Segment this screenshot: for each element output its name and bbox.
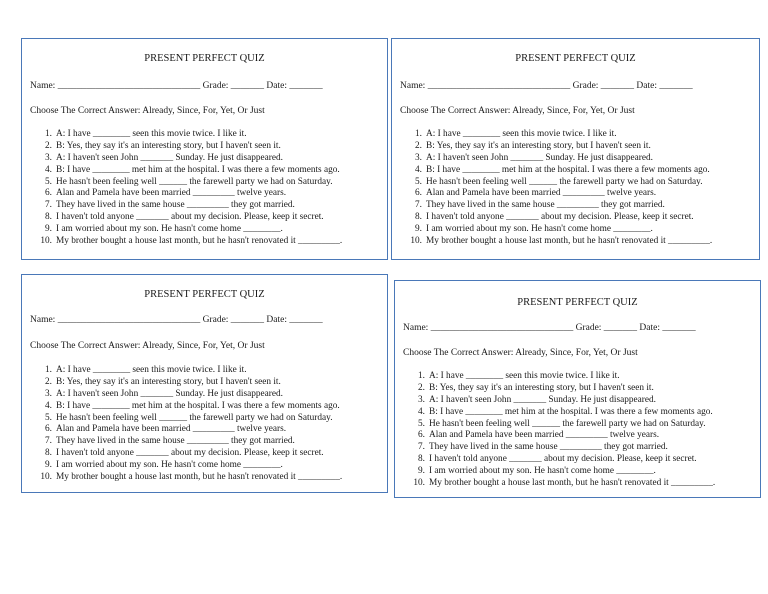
question-text: He hasn't been feeling well ______ the farewell party we had on Saturday. [429,418,706,429]
question-item [402,224,712,236]
quiz-title: PRESENT PERFECT QUIZ [517,297,638,308]
question-text: He hasn't been feeling well ______ the farewell party we had on Saturday. [56,412,333,423]
question-number: 9. [418,466,425,477]
question-text: A: I haven't seen John _______ Sunday. He just disappeared. [56,152,283,163]
name-grade-date-line: Name: ______________________________ Grade: _______ Date: _______ [30,315,323,325]
question-text: Alan and Pamela have been married _________ twelve years. [56,188,287,199]
question-item [32,424,342,436]
question-number: 9. [45,460,52,471]
question-text: They have lived in the same house _________ they got married. [429,442,668,453]
question-item [402,200,712,212]
question-number: 2. [415,140,422,151]
question-item [405,395,715,407]
question-text: They have lived in the same house _________ they got married. [426,200,665,211]
quiz-title: PRESENT PERFECT QUIZ [144,289,265,300]
question-number: 5. [45,176,52,187]
question-item [32,177,342,189]
question-number: 1. [418,371,425,381]
question-item [405,407,715,419]
question-number: 6. [45,424,52,435]
question-number: 3. [45,152,52,163]
question-text: B: Yes, they say it's an interesting story, but I haven't seen it. [429,382,654,393]
question-list [405,371,715,490]
question-number: 8. [45,448,52,459]
question-item [32,401,342,413]
question-text: A: I haven't seen John _______ Sunday. He just disappeared. [429,394,656,405]
question-text: Alan and Pamela have been married _________ twelve years. [56,424,287,435]
question-number: 8. [418,454,425,465]
question-item [32,436,342,448]
question-item [32,448,342,460]
question-text: I haven't told anyone _______ about my decision. Please, keep it secret. [56,212,324,223]
question-text: My brother bought a house last month, but he hasn't renovated it _________. [56,236,343,247]
question-text: Alan and Pamela have been married _________ twelve years. [429,430,660,441]
question-item [405,383,715,395]
question-text: B: Yes, they say it's an interesting story, but I haven't seen it. [426,140,651,151]
question-number: 4. [415,164,422,175]
question-item [32,389,342,401]
question-text: B: I have ________ met him at the hospital. I was there a few moments ago. [426,164,710,175]
question-text: My brother bought a house last month, but he hasn't renovated it _________. [56,472,343,483]
question-number: 4. [45,164,52,175]
question-number: 3. [45,388,52,399]
question-text: He hasn't been feeling well ______ the farewell party we had on Saturday. [426,176,703,187]
question-text: B: I have ________ met him at the hospital. I was there a few moments ago. [56,400,340,411]
question-number: 3. [415,152,422,163]
question-number: 1. [45,365,52,375]
question-item [402,188,712,200]
question-text: I haven't told anyone _______ about my decision. Please, keep it secret. [426,212,694,223]
question-number: 10. [40,236,52,247]
question-text: My brother bought a house last month, but he hasn't renovated it _________. [429,478,716,489]
name-grade-date-line: Name: ______________________________ Grade: _______ Date: _______ [30,81,323,91]
question-number: 2. [45,140,52,151]
quiz-card-bottom-left [21,274,388,493]
name-grade-date-line: Name: ______________________________ Grade: _______ Date: _______ [403,323,696,333]
question-text: They have lived in the same house _________ they got married. [56,436,295,447]
question-item [32,413,342,425]
question-text: They have lived in the same house _________ they got married. [56,200,295,211]
question-text: A: I have ________ seen this movie twice. I like it. [426,129,617,139]
question-text: I haven't told anyone _______ about my decision. Please, keep it secret. [56,448,324,459]
question-number: 6. [415,188,422,199]
question-item [402,236,712,248]
question-list [402,129,712,248]
question-number: 2. [45,376,52,387]
question-number: 9. [45,224,52,235]
question-number: 2. [418,382,425,393]
question-text: A: I haven't seen John _______ Sunday. He just disappeared. [56,388,283,399]
question-number: 7. [45,200,52,211]
question-item [32,200,342,212]
quiz-card-top-right [391,38,760,260]
question-item [405,454,715,466]
question-item [405,419,715,431]
question-text: A: I have ________ seen this movie twice. I like it. [56,365,247,375]
question-number: 9. [415,224,422,235]
question-text: I am worried about my son. He hasn't come home ________. [429,466,656,477]
question-text: He hasn't been feeling well ______ the farewell party we had on Saturday. [56,176,333,187]
question-number: 6. [418,430,425,441]
question-number: 10. [413,478,425,489]
question-item [405,430,715,442]
question-item [32,212,342,224]
question-item [32,153,342,165]
question-list [32,129,342,248]
question-number: 8. [45,212,52,223]
question-item [402,153,712,165]
question-item [405,442,715,454]
name-grade-date-line: Name: ______________________________ Grade: _______ Date: _______ [400,81,693,91]
question-item [32,129,342,141]
question-text: B: I have ________ met him at the hospital. I was there a few moments ago. [56,164,340,175]
question-text: A: I have ________ seen this movie twice. I like it. [429,371,620,381]
question-number: 8. [415,212,422,223]
question-text: My brother bought a house last month, but he hasn't renovated it _________. [426,236,713,247]
question-number: 7. [418,442,425,453]
question-item [32,377,342,389]
question-text: Alan and Pamela have been married _________ twelve years. [426,188,657,199]
question-text: B: Yes, they say it's an interesting story, but I haven't seen it. [56,140,281,151]
question-item [32,165,342,177]
question-number: 6. [45,188,52,199]
question-item [402,165,712,177]
question-number: 4. [45,400,52,411]
question-list [32,365,342,484]
question-text: A: I have ________ seen this movie twice. I like it. [56,129,247,139]
question-item [32,472,342,484]
question-text: I haven't told anyone _______ about my decision. Please, keep it secret. [429,454,697,465]
question-item [402,177,712,189]
question-item [402,141,712,153]
question-text: I am worried about my son. He hasn't come home ________. [426,224,653,235]
question-number: 5. [415,176,422,187]
quiz-title: PRESENT PERFECT QUIZ [515,53,636,64]
question-item [32,224,342,236]
question-item [32,365,342,377]
question-text: I am worried about my son. He hasn't come home ________. [56,224,283,235]
question-text: A: I haven't seen John _______ Sunday. He just disappeared. [426,152,653,163]
question-number: 1. [415,129,422,139]
question-text: B: I have ________ met him at the hospital. I was there a few moments ago. [429,406,713,417]
question-number: 10. [40,472,52,483]
question-item [405,466,715,478]
instructions: Choose The Correct Answer: Already, Since, For, Yet, Or Just [403,348,638,358]
question-number: 10. [410,236,422,247]
question-item [32,188,342,200]
quiz-card-top-left [21,38,388,260]
instructions: Choose The Correct Answer: Already, Since, For, Yet, Or Just [30,341,265,351]
question-text: B: Yes, they say it's an interesting story, but I haven't seen it. [56,376,281,387]
quiz-card-bottom-right [394,280,761,498]
question-text: I am worried about my son. He hasn't come home ________. [56,460,283,471]
question-number: 5. [45,412,52,423]
question-number: 4. [418,406,425,417]
question-item [402,212,712,224]
question-item [32,236,342,248]
quiz-title: PRESENT PERFECT QUIZ [144,53,265,64]
question-number: 5. [418,418,425,429]
instructions: Choose The Correct Answer: Already, Since, For, Yet, Or Just [30,106,265,116]
question-number: 1. [45,129,52,139]
question-number: 7. [45,436,52,447]
question-number: 7. [415,200,422,211]
question-item [405,478,715,490]
question-item [402,129,712,141]
question-number: 3. [418,394,425,405]
instructions: Choose The Correct Answer: Already, Since, For, Yet, Or Just [400,106,635,116]
question-item [32,460,342,472]
question-item [32,141,342,153]
question-item [405,371,715,383]
